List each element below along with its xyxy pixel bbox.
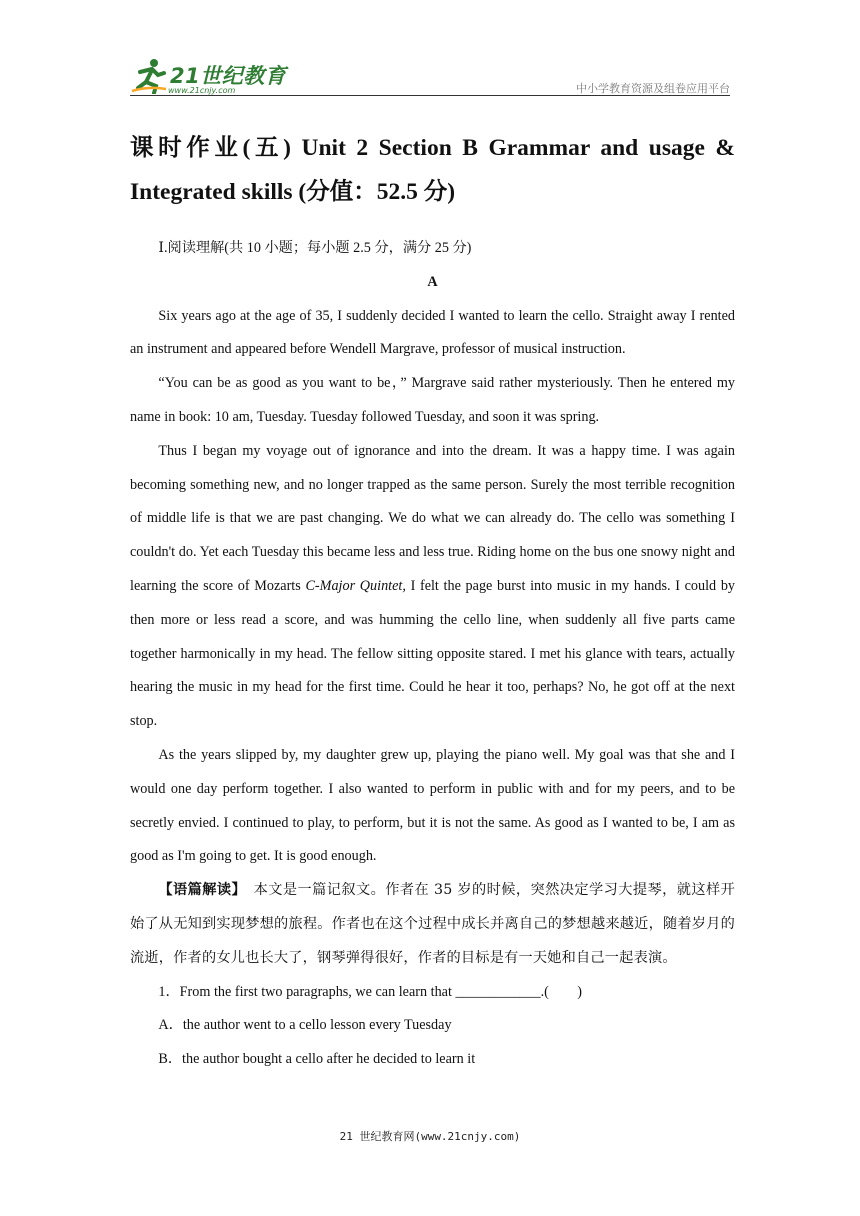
paragraph-1: Six years ago at the age of 35, I suddenly decided I wanted to learn the cello. Straight away I rented an instrument and appeared before Wendell Margrave, professor of musical instruction. bbox=[130, 307, 735, 358]
question-1-option-a: A．the author went to a cello lesson every Tuesday bbox=[158, 1017, 452, 1034]
logo bbox=[130, 58, 290, 94]
runner-logo-icon bbox=[130, 58, 170, 94]
paragraph-3-part-1: Thus I began my voyage out of ignorance and into the dream. It was a happy time. I was again becoming something new, and no longer trapped as the same person. Surely the most terrible recognition of middle life is that we are past changing. We do what we can already do. The cello was something I couldn't do. Yet each Tuesday this became less and less true. Riding home on the bus one snowy night and learning the score of Mozarts bbox=[130, 442, 735, 594]
paragraph-2: “You can be as good as you want to be，” Margrave said rather mysteriously. Then he entered my name in book: 10 am, Tuesday. Tuesday followed Tuesday, and soon it was spring. bbox=[130, 375, 735, 425]
document-body bbox=[130, 232, 735, 1077]
question-1-stem: 1．From the first two paragraphs, we can learn that ____________.( ) bbox=[158, 983, 582, 1000]
passage-summary bbox=[130, 874, 735, 975]
music-title: C-Major Quintet, bbox=[305, 577, 406, 594]
paragraph-3 bbox=[130, 435, 735, 739]
paragraph-3-part-2: I felt the page burst into music in my hands. I could by then more or less read a score, and was humming the cello line, when suddenly all five parts came together harmonically in my head. The fellow sitting opposite stared. I met his glance with tears, actually hearing the music in my head for the first time. Could he hear it too, perhaps? No, he got off at the next stop. bbox=[130, 577, 736, 730]
paragraph-4: As the years slipped by, my daughter grew up, playing the piano well. My goal was that she and I would one day perform together. I also wanted to perform in public with and for my peers, and to be secretly envied. I continued to play, to perform, but it is not the same. As good as I wanted to be, I am as good as I'm going to get. It is good enough. bbox=[130, 746, 735, 865]
summary-label: 【语篇解读】 bbox=[158, 882, 240, 899]
summary-text: 本文是一篇记叙文。作者在 35 岁的时候，突然决定学习大提琴，就这样开始了从无知到实现梦想的旅程。作者也在这个过程中成长并离自己的梦想越来越近，随着岁月的流逝，作者的女儿也长大了，钢琴弹得很好，作者的目标是有一天她和自己一起表演。 bbox=[130, 882, 735, 966]
logo-text: 21世纪教育 bbox=[170, 64, 287, 88]
logo-url: www.21cnjy.com bbox=[168, 86, 236, 95]
header-tagline: 中小学教育资源及组卷应用平台 bbox=[576, 82, 730, 95]
page-header bbox=[130, 56, 730, 96]
passage-label: A bbox=[427, 273, 438, 290]
question-1-option-b: B．the author bought a cello after he decided to learn it bbox=[158, 1051, 476, 1068]
page-title: 课时作业(五) Unit 2 Section B Grammar and usage & Integrated skills (分值：52.5 分) bbox=[130, 135, 735, 205]
page-footer: 21 世纪教育网(www.21cnjy.com) bbox=[339, 1130, 521, 1143]
section-heading: Ⅰ.阅读理解(共 10 小题；每小题 2.5 分，满分 25 分) bbox=[158, 240, 472, 256]
header-divider bbox=[130, 95, 730, 96]
